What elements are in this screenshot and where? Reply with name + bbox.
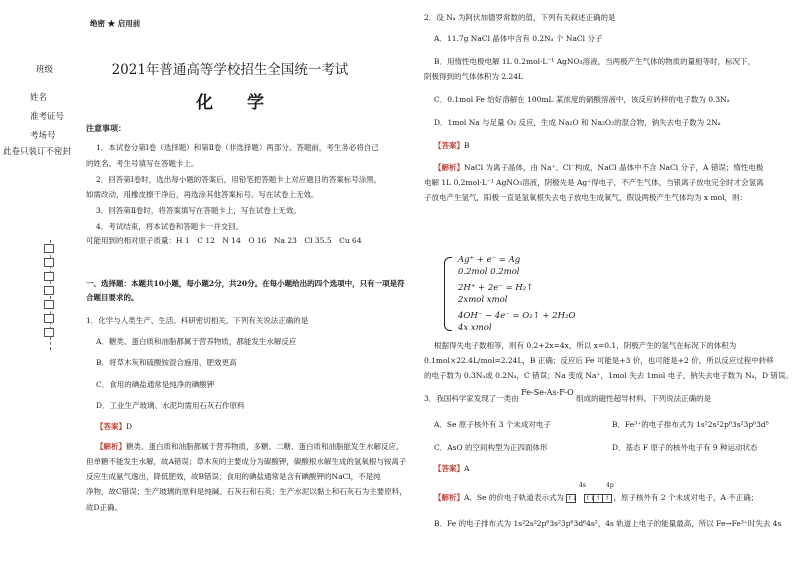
- option: D．1mol Na 与足量 O₂ 反应，生成 Na₂O 和 Na₂O₂的混合物，钠失去电子数为 2Nₐ: [434, 118, 721, 127]
- notice-line: 2．回答第Ⅰ卷时，选出每小题的答案后，用铅笔把答题卡上对应题目的答案标号涂黑，: [96, 175, 382, 184]
- exam-title: 2021年普通高等学校招生全国统一考试: [111, 62, 349, 78]
- question-stem: 1．化学与人类生产、生活、科研密切相关，下列有关说法正确的是: [86, 316, 309, 325]
- option: A．Se 原子核外有 3 个未成对电子: [434, 420, 551, 429]
- right-column: [424, 0, 794, 566]
- answer-tag: 【答案】: [434, 141, 464, 150]
- equation: 4OH⁻ − 4e⁻ = O₂↑ + 2H₂O: [458, 311, 576, 321]
- equation: 4x xmol: [458, 323, 492, 333]
- equation: 0.2mol 0.2mol: [458, 267, 520, 277]
- analysis-line: 净物，故C错误；生产玻璃的原料是纯碱、石灰石和石英；生产水泥以黏土和石灰石为主要原料，: [86, 487, 407, 496]
- notice-line: 如需改动，用橡皮擦干净后，再选涂其他答案标号。写在试卷上无效。: [86, 190, 319, 199]
- option: A．11.7g NaCl 晶体中含有 0.2Nₐ 个 NaCl 分子: [434, 34, 603, 43]
- analysis-line: 0.1mol×22.4L/mol=2.24L，B 正确；反应后 Fe 可能是+3 价，也可能是+2 价，所以反应过程中转移: [424, 356, 774, 365]
- analysis-line: 【解析】NaCl 为离子晶体，由 Na⁺、Cl⁻构成，NaCl 晶体中不含 NaCl 分子，A 错误；惰性电极: [434, 163, 764, 172]
- analysis-line: 根据得失电子数相等，则有 0.2+2x=4x，所以 x=0.1，阴极产生的氢气在标况下的体积为: [434, 341, 737, 350]
- option: C．食用的碘盐通常是纯净的碘酸钾: [96, 380, 215, 389]
- option: 阴极得到的气体体积为 2.24L: [424, 72, 524, 81]
- option: C．0.1mol Fe 恰好溶解在 100mL 某浓度的硝酸溶液中，该反应转移的电子数为 0.3Nₐ: [434, 95, 730, 104]
- option: B．将草木灰和硫酸铵混合施用，肥效更高: [96, 358, 237, 367]
- orbital-label-4s: 4s: [579, 482, 586, 489]
- analysis-line: 的电子数为 0.3Nₐ或 0.2Nₐ，C 错误；Na 变成 Na⁺，1mol 失去 1mol 电子，钠失去电子数为 Nₐ，D 错误。: [424, 371, 793, 380]
- notice-line: 的姓名、考生号填写在答题卡上。: [86, 159, 199, 168]
- analysis-line: 故D正确。: [86, 503, 123, 512]
- analysis-line: 但单糖不能发生水解，故A错误；草木灰的主要成分为碳酸钾，碳酸根水解生成的氢氧根与铵离子: [86, 457, 407, 466]
- answer-line: [434, 140, 470, 151]
- orbital-box-4p: ↑: [593, 494, 603, 503]
- equation: 2H⁺ + 2e⁻ = H₂↑: [458, 283, 534, 293]
- orbital-diagram: [566, 493, 613, 502]
- equation: Ag⁺ + e⁻ = Ag: [458, 255, 521, 265]
- orbital-box-4s: ↑↓: [567, 494, 578, 502]
- binding-hole: [44, 244, 54, 253]
- option: A．糖类、蛋白质和油脂都属于营养物质，都能发生水解反应: [96, 337, 297, 346]
- answer-value: D: [126, 422, 133, 431]
- analysis-line: 【解析】A．Se 的价电子轨道表示式为 ↑↓ ↑↓↑ ↑ ，原子核外有 2 个未成对电子，A 不正确；: [434, 493, 759, 502]
- answer-line: [434, 463, 469, 474]
- notice-line: 1．本试卷分第Ⅰ卷（选择题）和第Ⅱ卷（非选择题）两部分。答题前，考生务必将自己: [96, 143, 379, 152]
- binding-hole: [44, 286, 54, 295]
- equation-block: [444, 255, 594, 333]
- binding-hole: [44, 272, 54, 281]
- orbital-box-4p: ↑↓: [585, 494, 596, 502]
- binding-hole: [44, 300, 54, 309]
- orbital-box-4p: ↑: [602, 494, 612, 503]
- class-label: 班级: [36, 65, 54, 75]
- answer-tag: 【答案】: [96, 422, 126, 431]
- seal-notice: 此卷只装订不密封: [3, 147, 72, 157]
- notice-line: 可能用到的相对原子质量：H 1 C 12 N 14 O 16 Na 23 Cl 35.5 Cu 64: [86, 236, 362, 245]
- option: D．工业生产玻璃、水泥均需用石灰石作原料: [96, 401, 245, 410]
- equation: 2xmol xmol: [458, 295, 508, 305]
- notice-line: 3．回答第Ⅱ卷时，将答案填写在答题卡上，写在试卷上无效。: [96, 206, 301, 215]
- analysis-line: 【解析】糖类、蛋白质和油脂都属于营养物质，多糖、二糖、蛋白质和油脂能发生水解反应，: [96, 442, 404, 451]
- room-label: 考场号: [30, 131, 56, 141]
- binding-hole: [44, 314, 54, 323]
- binding-margin: [0, 0, 72, 566]
- answer-value: A: [464, 464, 470, 473]
- name-label: 姓名: [30, 93, 48, 103]
- option: B．Fe³⁺的电子排布式为 1s²2s²2p⁶3s²3p⁶3d⁵: [612, 420, 769, 429]
- answer-line: [96, 421, 132, 432]
- notice-line: 4．考试结束，将本试卷和答题卡一并交回。: [96, 222, 244, 231]
- subject-title: 化 学: [196, 93, 278, 113]
- section-heading: 合题目要求的。: [86, 293, 139, 302]
- answer-value: B: [464, 141, 470, 150]
- binding-hole: [44, 328, 54, 337]
- formula: Fe-Se-As-F-O: [521, 388, 574, 397]
- orbital-label-4p: 4p: [606, 482, 614, 489]
- notice-heading: 注意事项：: [86, 123, 126, 133]
- secret-mark: 绝密 ★ 启用前: [90, 19, 141, 28]
- option: D．基态 F 原子的核外电子有 9 种运动状态: [612, 443, 758, 452]
- analysis-tag: 【解析】: [434, 493, 464, 502]
- analysis-line: 子放电产生氢气，阳极一直是氢氧根失去电子放电生成氧气，假设两极产生气体均为 x mol，则：: [424, 193, 748, 202]
- analysis-line: B．Fe 的电子排布式为 1s²2s²2p⁶3s²3p⁶3d⁶4s²，4s 轨道上电子的能量最高，所以 Fe→Fe³⁺时失去 4s: [434, 519, 782, 528]
- exam-number-label: 准考证号: [30, 112, 65, 122]
- analysis-line: 电解 1L 0.2mol·L⁻¹ AgNO₃溶液，阴极先是 Ag⁺得电子，不产生气体，当银离子放电完全时才会氢离: [424, 178, 764, 187]
- analysis-tag: 【解析】: [434, 163, 464, 172]
- equation-brace: [444, 257, 452, 331]
- binding-hole: [44, 258, 54, 267]
- analysis-tag: 【解析】: [96, 442, 126, 451]
- section-heading: 一、选择题：本题共10小题，每小题2分，共20分。在每小题给出的四个选项中，只有一项是符: [86, 279, 405, 288]
- left-column: [64, 0, 407, 566]
- analysis-line: 反应生成氨气逸出，降低肥效，故B错误；食用的碘盐通常是含有碘酸钾的NaCl，不是纯: [86, 472, 381, 481]
- question-stem: 3．我国科学家发现了一类由 Fe-Se-As-F-O 组成的磁性超导材料。下列说法正确的是: [424, 388, 712, 403]
- answer-tag: 【答案】: [434, 464, 464, 473]
- question-stem: 2．设 Nₐ 为阿伏加德罗常数的值，下列有关叙述正确的是: [424, 13, 616, 22]
- option: C．AsO 的空间构型为正四面体形: [434, 443, 548, 452]
- option: B．用惰性电极电解 1L 0.2mol·L⁻¹ AgNO₃溶液，当两极产生气体的物质的量相等时，标况下，: [434, 57, 756, 66]
